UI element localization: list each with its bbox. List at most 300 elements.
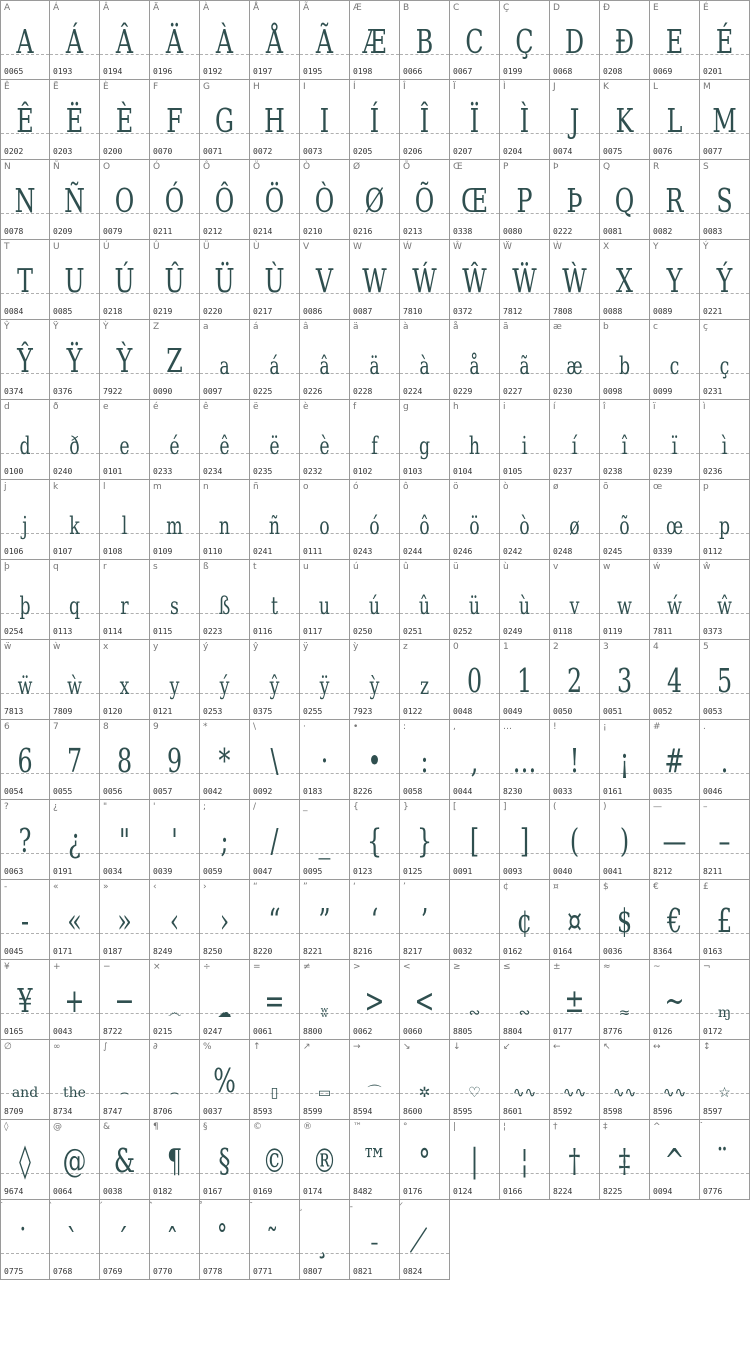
glyph-code: 0083 xyxy=(703,227,723,236)
glyph-cell xyxy=(350,80,400,160)
glyph-cell xyxy=(600,320,650,400)
glyph-cell xyxy=(550,320,600,400)
glyph-cell xyxy=(350,720,400,800)
glyph-sample: ” xyxy=(318,901,331,940)
glyph-sample: ( xyxy=(569,821,580,860)
glyph-cell xyxy=(150,240,200,320)
glyph-label: i xyxy=(503,402,506,412)
glyph-cell xyxy=(700,400,750,480)
glyph-code: 0034 xyxy=(103,867,123,876)
glyph-label: é xyxy=(153,402,159,412)
glyph-cell xyxy=(100,80,150,160)
glyph-sample: ú xyxy=(368,592,381,620)
glyph-sample: Ŷ xyxy=(17,341,33,380)
glyph-code: 8364 xyxy=(653,947,673,956)
glyph-code: 0227 xyxy=(503,387,523,396)
glyph-code: 0220 xyxy=(203,307,223,316)
glyph-cell xyxy=(450,960,500,1040)
glyph-sample: D xyxy=(564,22,585,61)
glyph-sample: ò xyxy=(519,512,530,540)
glyph-code: 0088 xyxy=(603,307,623,316)
glyph-sample: g xyxy=(418,432,431,460)
glyph-code: 8216 xyxy=(353,947,373,956)
glyph-code: 0123 xyxy=(353,867,373,876)
glyph-sample: ð xyxy=(69,432,80,460)
glyph-code: 8211 xyxy=(703,867,723,876)
glyph-cell xyxy=(500,400,550,480)
glyph-code: 0194 xyxy=(103,67,123,76)
glyph-sample: # xyxy=(664,741,685,780)
glyph-code: 0233 xyxy=(153,467,173,476)
glyph-label: m xyxy=(153,482,162,492)
glyph-sample: ; xyxy=(220,821,229,860)
glyph-sample: ∿∿ xyxy=(662,1085,687,1101)
glyph-label: Ò xyxy=(303,162,311,172)
glyph-label: Ỳ xyxy=(103,322,109,332)
glyph-sample: Æ xyxy=(362,22,387,61)
glyph-cell xyxy=(100,1200,150,1280)
glyph-cell xyxy=(550,720,600,800)
glyph-sample: i xyxy=(521,432,528,460)
glyph-sample: ̵ xyxy=(370,1221,379,1260)
glyph-code: 0060 xyxy=(403,1027,423,1036)
glyph-code: 0200 xyxy=(103,147,123,156)
glyph-cell xyxy=(500,880,550,960)
glyph-code: 8593 xyxy=(253,1107,273,1116)
glyph-cell xyxy=(300,800,350,880)
glyph-cell xyxy=(700,1040,750,1120)
glyph-cell xyxy=(500,0,550,80)
glyph-sample: ∾ xyxy=(518,1005,531,1021)
glyph-cell xyxy=(50,720,100,800)
glyph-label: à xyxy=(403,322,409,332)
glyph-cell xyxy=(50,160,100,240)
glyph-label: Ã xyxy=(303,3,310,13)
glyph-cell xyxy=(50,0,100,80)
glyph-sample: the xyxy=(63,1085,86,1101)
glyph-code: 0056 xyxy=(103,787,123,796)
glyph-cell xyxy=(300,880,350,960)
glyph-sample: Î xyxy=(419,101,430,140)
glyph-label: d xyxy=(4,402,10,412)
glyph-label: ï xyxy=(653,402,656,412)
glyph-code: 0122 xyxy=(403,707,423,716)
glyph-code: 8594 xyxy=(353,1107,373,1116)
glyph-code: 0068 xyxy=(553,67,573,76)
glyph-cell xyxy=(700,560,750,640)
glyph-cell xyxy=(100,1120,150,1200)
glyph-sample: + xyxy=(64,981,85,1020)
glyph-sample: Ì xyxy=(519,101,530,140)
glyph-cell xyxy=(100,720,150,800)
glyph-cell xyxy=(400,400,450,480)
glyph-sample: Ö xyxy=(264,181,285,220)
glyph-sample: ẃ xyxy=(667,592,682,620)
glyph-code: 0084 xyxy=(4,307,24,316)
glyph-sample: l xyxy=(121,512,128,540)
glyph-label: X xyxy=(603,242,610,252)
glyph-cell xyxy=(150,1120,200,1200)
glyph-cell xyxy=(50,800,100,880)
glyph-code: 0244 xyxy=(403,547,423,556)
glyph-label: © xyxy=(253,1122,262,1132)
glyph-cell xyxy=(300,320,350,400)
glyph-code: 0247 xyxy=(203,1027,223,1036)
glyph-sample: N xyxy=(14,181,36,220)
glyph-label: ¬ xyxy=(703,962,711,972)
glyph-cell xyxy=(100,880,150,960)
glyph-sample: « xyxy=(67,901,82,940)
glyph-sample: ◊ xyxy=(19,1141,31,1180)
glyph-code: 0167 xyxy=(203,1187,223,1196)
glyph-code: 0115 xyxy=(153,627,173,636)
glyph-cell xyxy=(300,160,350,240)
glyph-cell xyxy=(50,240,100,320)
glyph-code: 8805 xyxy=(453,1027,473,1036)
glyph-sample: R xyxy=(665,181,684,220)
glyph-label: Ŵ xyxy=(453,242,462,252)
glyph-code: 0775 xyxy=(4,1267,24,1276)
glyph-cell xyxy=(450,160,500,240)
glyph-label: € xyxy=(653,882,659,892)
glyph-label: e xyxy=(103,402,109,412)
glyph-sample: ® xyxy=(312,1141,337,1180)
glyph-code: 0054 xyxy=(4,787,24,796)
glyph-code: 0091 xyxy=(453,867,473,876)
glyph-cell xyxy=(350,240,400,320)
glyph-code: 0074 xyxy=(553,147,573,156)
glyph-cell xyxy=(700,80,750,160)
glyph-cell xyxy=(100,560,150,640)
glyph-label: ↖ xyxy=(603,1042,611,1052)
glyph-code: 8800 xyxy=(303,1027,323,1036)
glyph-label: î xyxy=(603,402,606,412)
glyph-cell xyxy=(350,560,400,640)
glyph-code: 0058 xyxy=(403,787,423,796)
glyph-cell xyxy=(100,320,150,400)
glyph-cell xyxy=(500,960,550,1040)
glyph-cell xyxy=(650,240,700,320)
glyph-cell xyxy=(500,800,550,880)
glyph-sample: Ẅ xyxy=(512,261,537,300)
glyph-sample: . xyxy=(720,741,729,780)
glyph-sample: – xyxy=(718,821,731,860)
glyph-code: 0250 xyxy=(353,627,373,636)
glyph-cell xyxy=(650,160,700,240)
glyph-sample: á xyxy=(269,352,280,380)
glyph-sample: 9 xyxy=(166,741,183,780)
glyph-cell xyxy=(550,400,600,480)
glyph-cell xyxy=(600,240,650,320)
glyph-label: N xyxy=(4,162,11,172)
glyph-label: œ xyxy=(653,482,663,492)
glyph-code: 0197 xyxy=(253,67,273,76)
glyph-sample: h xyxy=(468,432,481,460)
glyph-code: 0076 xyxy=(653,147,673,156)
glyph-label: ü xyxy=(453,562,459,572)
glyph-code: 7809 xyxy=(53,707,73,716)
glyph-label: ý xyxy=(203,642,209,652)
glyph-code: 0117 xyxy=(303,627,323,636)
glyph-code: 0073 xyxy=(303,147,323,156)
glyph-code: 0101 xyxy=(103,467,123,476)
glyph-cell xyxy=(400,480,450,560)
glyph-cell xyxy=(200,480,250,560)
glyph-code: 8250 xyxy=(203,947,223,956)
glyph-label: L xyxy=(653,82,659,92)
glyph-sample: ɱ xyxy=(717,1005,732,1021)
glyph-sample: $ xyxy=(616,901,633,940)
glyph-code: 0119 xyxy=(603,627,623,636)
glyph-label: … xyxy=(503,722,512,732)
glyph-label: § xyxy=(203,1122,208,1132)
glyph-sample: ™ xyxy=(362,1141,387,1180)
glyph-sample: î xyxy=(621,432,628,460)
glyph-code: 7812 xyxy=(503,307,523,316)
glyph-cell xyxy=(650,480,700,560)
glyph-sample: 2 xyxy=(566,661,583,700)
glyph-label: ↗ xyxy=(303,1042,311,1052)
glyph-label: V xyxy=(303,242,310,252)
glyph-cell xyxy=(0,400,50,480)
glyph-cell xyxy=(250,480,300,560)
glyph-label: b xyxy=(603,322,609,332)
glyph-cell xyxy=(600,640,650,720)
glyph-sample: & xyxy=(113,1141,136,1180)
glyph-sample: o xyxy=(319,512,330,540)
glyph-sample: Ë xyxy=(65,101,84,140)
glyph-label: — xyxy=(653,802,662,812)
glyph-code: 0237 xyxy=(553,467,573,476)
glyph-sample: ä xyxy=(369,352,380,380)
glyph-sample: ẅ xyxy=(17,672,33,700)
glyph-code: 0204 xyxy=(503,147,523,156)
glyph-code: 0243 xyxy=(353,547,373,556)
glyph-label: È xyxy=(103,82,109,92)
glyph-cell xyxy=(600,560,650,640)
glyph-cell xyxy=(250,0,300,80)
glyph-code: 0036 xyxy=(603,947,623,956)
glyph-code: 0089 xyxy=(653,307,673,316)
glyph-cell xyxy=(50,960,100,1040)
glyph-cell xyxy=(250,400,300,480)
glyph-cell xyxy=(100,240,150,320)
glyph-label: 0 xyxy=(453,642,459,652)
glyph-sample: í xyxy=(571,432,578,460)
glyph-label: 7 xyxy=(53,722,59,732)
glyph-sample: ✲ xyxy=(418,1085,431,1101)
glyph-code: 0211 xyxy=(153,227,173,236)
glyph-label: - xyxy=(4,882,8,892)
glyph-cell xyxy=(350,160,400,240)
glyph-label: p xyxy=(703,482,709,492)
glyph-code: 8804 xyxy=(503,1027,523,1036)
glyph-label: 2 xyxy=(553,642,559,652)
glyph-label: ë xyxy=(253,402,259,412)
glyph-sample: E xyxy=(665,22,684,61)
glyph-label: ^ xyxy=(653,1122,661,1132)
glyph-code: 0255 xyxy=(303,707,323,716)
glyph-cell xyxy=(150,1200,200,1280)
glyph-code: 0203 xyxy=(53,147,73,156)
glyph-label: õ xyxy=(603,482,609,492)
glyph-cell xyxy=(650,960,700,1040)
glyph-code: 0209 xyxy=(53,227,73,236)
glyph-code: 8722 xyxy=(103,1027,123,1036)
glyph-sample: ’ xyxy=(420,901,429,940)
glyph-label: Ö xyxy=(253,162,261,172)
glyph-code: 0201 xyxy=(703,67,723,76)
glyph-cell xyxy=(0,800,50,880)
glyph-code: 0085 xyxy=(53,307,73,316)
glyph-cell xyxy=(200,1040,250,1120)
glyph-sample: œ xyxy=(665,512,684,540)
glyph-cell xyxy=(150,400,200,480)
glyph-sample: B xyxy=(415,22,434,61)
glyph-cell xyxy=(550,160,600,240)
glyph-sample: w xyxy=(617,592,632,620)
glyph-code: 8747 xyxy=(103,1107,123,1116)
glyph-sample: 5 xyxy=(716,661,733,700)
glyph-sample: U xyxy=(64,261,85,300)
glyph-code: 0102 xyxy=(353,467,373,476)
glyph-cell xyxy=(500,240,550,320)
glyph-code: 0213 xyxy=(403,227,423,236)
glyph-label: Z xyxy=(153,322,160,332)
glyph-sample: ö xyxy=(469,512,480,540)
glyph-cell xyxy=(650,1120,700,1200)
glyph-cell xyxy=(350,1120,400,1200)
glyph-sample: " xyxy=(119,821,130,860)
glyph-sample: ~ xyxy=(664,981,685,1020)
glyph-code: 0778 xyxy=(203,1267,223,1276)
glyph-code: 0055 xyxy=(53,787,73,796)
glyph-label: I xyxy=(303,82,306,92)
glyph-label: 8 xyxy=(103,722,109,732)
glyph-code: 8709 xyxy=(4,1107,24,1116)
glyph-code: 0251 xyxy=(403,627,423,636)
glyph-code: 0207 xyxy=(453,147,473,156)
glyph-cell xyxy=(700,320,750,400)
glyph-code: 0067 xyxy=(453,67,473,76)
glyph-cell xyxy=(700,480,750,560)
glyph-sample: Ï xyxy=(469,101,480,140)
glyph-code: 0086 xyxy=(303,307,323,316)
glyph-cell xyxy=(600,160,650,240)
glyph-sample: Đ xyxy=(614,22,635,61)
glyph-cell xyxy=(400,560,450,640)
glyph-code: 0162 xyxy=(503,947,523,956)
glyph-sample: ¢ xyxy=(516,901,533,940)
glyph-sample: W xyxy=(362,261,387,300)
glyph-code: 0053 xyxy=(703,707,723,716)
glyph-cell xyxy=(150,80,200,160)
glyph-cell xyxy=(600,720,650,800)
glyph-code: 0166 xyxy=(503,1187,523,1196)
glyph-code: 0219 xyxy=(153,307,173,316)
glyph-label: “ xyxy=(253,882,258,892)
glyph-code: 0222 xyxy=(553,227,573,236)
glyph-cell xyxy=(0,240,50,320)
glyph-cell xyxy=(450,480,500,560)
glyph-code: 0246 xyxy=(453,547,473,556)
glyph-label: Å xyxy=(253,3,260,13)
glyph-cell xyxy=(500,160,550,240)
glyph-sample: Ä xyxy=(165,22,184,61)
glyph-sample: ¥ xyxy=(17,981,33,1020)
glyph-label: q xyxy=(53,562,59,572)
glyph-code: 0099 xyxy=(653,387,673,396)
glyph-code: 0077 xyxy=(703,147,723,156)
glyph-label: o xyxy=(303,482,309,492)
glyph-sample: Ø xyxy=(364,181,385,220)
glyph-label: 6 xyxy=(4,722,10,732)
glyph-cell xyxy=(200,1200,250,1280)
glyph-cell xyxy=(200,640,250,720)
glyph-cell xyxy=(150,480,200,560)
glyph-code: 0217 xyxy=(253,307,273,316)
glyph-label: E xyxy=(653,3,659,13)
glyph-label: a xyxy=(203,322,209,332)
glyph-cell xyxy=(300,80,350,160)
glyph-label: Q xyxy=(603,162,611,172)
glyph-code: 0042 xyxy=(203,787,223,796)
glyph-sample: ⌢ xyxy=(119,1085,130,1101)
glyph-code: 0228 xyxy=(353,387,373,396)
glyph-label: − xyxy=(103,962,111,972)
glyph-label: 9 xyxy=(153,722,159,732)
glyph-sample: ± xyxy=(564,981,585,1020)
glyph-cell xyxy=(450,880,500,960)
glyph-code: 0103 xyxy=(403,467,423,476)
glyph-code: 0253 xyxy=(203,707,223,716)
glyph-cell xyxy=(300,0,350,80)
glyph-cell xyxy=(200,240,250,320)
glyph-code: 8598 xyxy=(603,1107,623,1116)
glyph-label: Ä xyxy=(153,3,160,13)
glyph-sample: æ xyxy=(566,352,583,380)
glyph-sample: L xyxy=(666,101,683,140)
glyph-code: 8706 xyxy=(153,1107,173,1116)
glyph-sample: ) xyxy=(619,821,630,860)
glyph-label: ~ xyxy=(653,962,661,972)
glyph-code: 7923 xyxy=(353,707,373,716)
glyph-cell xyxy=(550,880,600,960)
glyph-code: 8226 xyxy=(353,787,373,796)
glyph-sample: ù xyxy=(518,592,531,620)
glyph-code: 8230 xyxy=(503,787,523,796)
glyph-sample: ° xyxy=(418,1141,431,1180)
glyph-code: 0121 xyxy=(153,707,173,716)
glyph-cell xyxy=(650,0,700,80)
glyph-cell xyxy=(350,0,400,80)
glyph-code: 0208 xyxy=(603,67,623,76)
glyph-label: y xyxy=(153,642,159,652)
glyph-cell xyxy=(350,480,400,560)
glyph-sample: › xyxy=(219,901,230,940)
glyph-sample: ¡ xyxy=(619,741,630,780)
glyph-label: ) xyxy=(603,802,607,812)
glyph-code: 0174 xyxy=(303,1187,323,1196)
glyph-cell xyxy=(250,880,300,960)
glyph-code: 0057 xyxy=(153,787,173,796)
glyph-sample: ∾ xyxy=(468,1005,481,1021)
glyph-sample: ¦ xyxy=(520,1141,529,1180)
glyph-sample: K xyxy=(615,101,634,140)
glyph-label: u xyxy=(303,562,309,572)
glyph-label: Ô xyxy=(203,162,211,172)
glyph-cell xyxy=(200,160,250,240)
